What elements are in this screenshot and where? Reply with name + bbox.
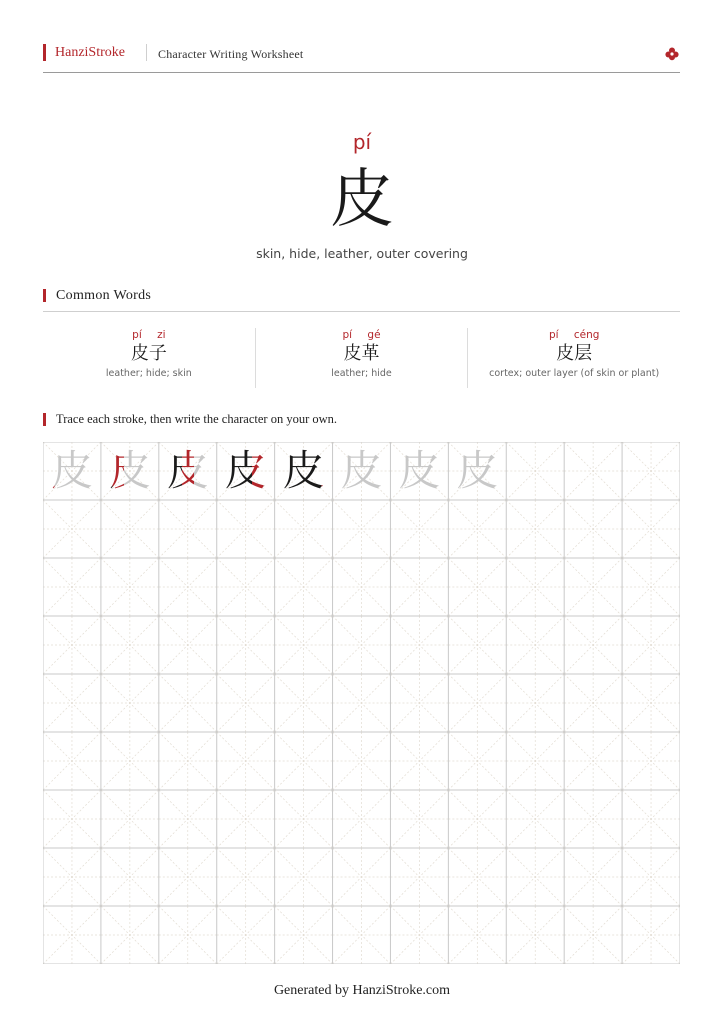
stroke-step-cell: 皮 <box>217 442 275 500</box>
word-hanzi: 皮革 <box>343 343 380 364</box>
practice-grid[interactable] <box>43 442 680 964</box>
stroke-order-row <box>43 442 680 500</box>
word-pinyin: pí céng <box>548 329 600 341</box>
trace-cell: 皮 <box>398 446 441 495</box>
footer-text: Generated by HanziStroke.com <box>273 983 451 998</box>
flower-icon <box>664 46 680 62</box>
section-accent-bar <box>43 413 46 426</box>
trace-cell: 皮 <box>456 446 499 495</box>
character-pinyin: pí <box>352 130 372 154</box>
stroke-step-cell: 皮 <box>159 442 217 500</box>
common-words-list <box>43 328 680 388</box>
character-meaning: skin, hide, leather, outer covering <box>256 246 468 261</box>
worksheet-subtitle: Character Writing Worksheet <box>158 47 304 61</box>
word-card <box>255 328 468 388</box>
common-words-title: Common Words <box>56 288 152 303</box>
word-pinyin: pí gé <box>342 329 381 341</box>
instruction-text: Trace each stroke, then write the character on your own. <box>56 412 338 426</box>
section-divider <box>43 311 680 312</box>
stroke-step-cell: 皮 <box>275 442 333 500</box>
word-meaning: leather; hide; skin <box>105 368 192 379</box>
main-character: 皮 <box>330 163 394 237</box>
worksheet-header <box>43 42 680 73</box>
grid-lines <box>43 442 680 964</box>
brand-name[interactable]: HanziStroke <box>55 45 125 60</box>
stroke-step-cell: 皮 <box>101 442 159 500</box>
word-hanzi: 皮层 <box>556 343 593 364</box>
word-meaning: cortex; outer layer (of skin or plant) <box>489 368 660 379</box>
stroke-step-cell: 皮 <box>43 442 101 500</box>
word-pinyin: pí zi <box>132 329 166 341</box>
word-hanzi: 皮子 <box>130 343 167 364</box>
header-separator <box>146 44 147 61</box>
word-card <box>43 328 255 388</box>
practice-instruction <box>43 412 443 430</box>
word-meaning: leather; hide <box>331 368 392 379</box>
section-accent-bar <box>43 289 46 302</box>
common-words-heading <box>43 288 680 306</box>
brand-accent-bar <box>43 44 46 61</box>
word-card <box>467 328 680 388</box>
trace-cell: 皮 <box>340 446 383 495</box>
